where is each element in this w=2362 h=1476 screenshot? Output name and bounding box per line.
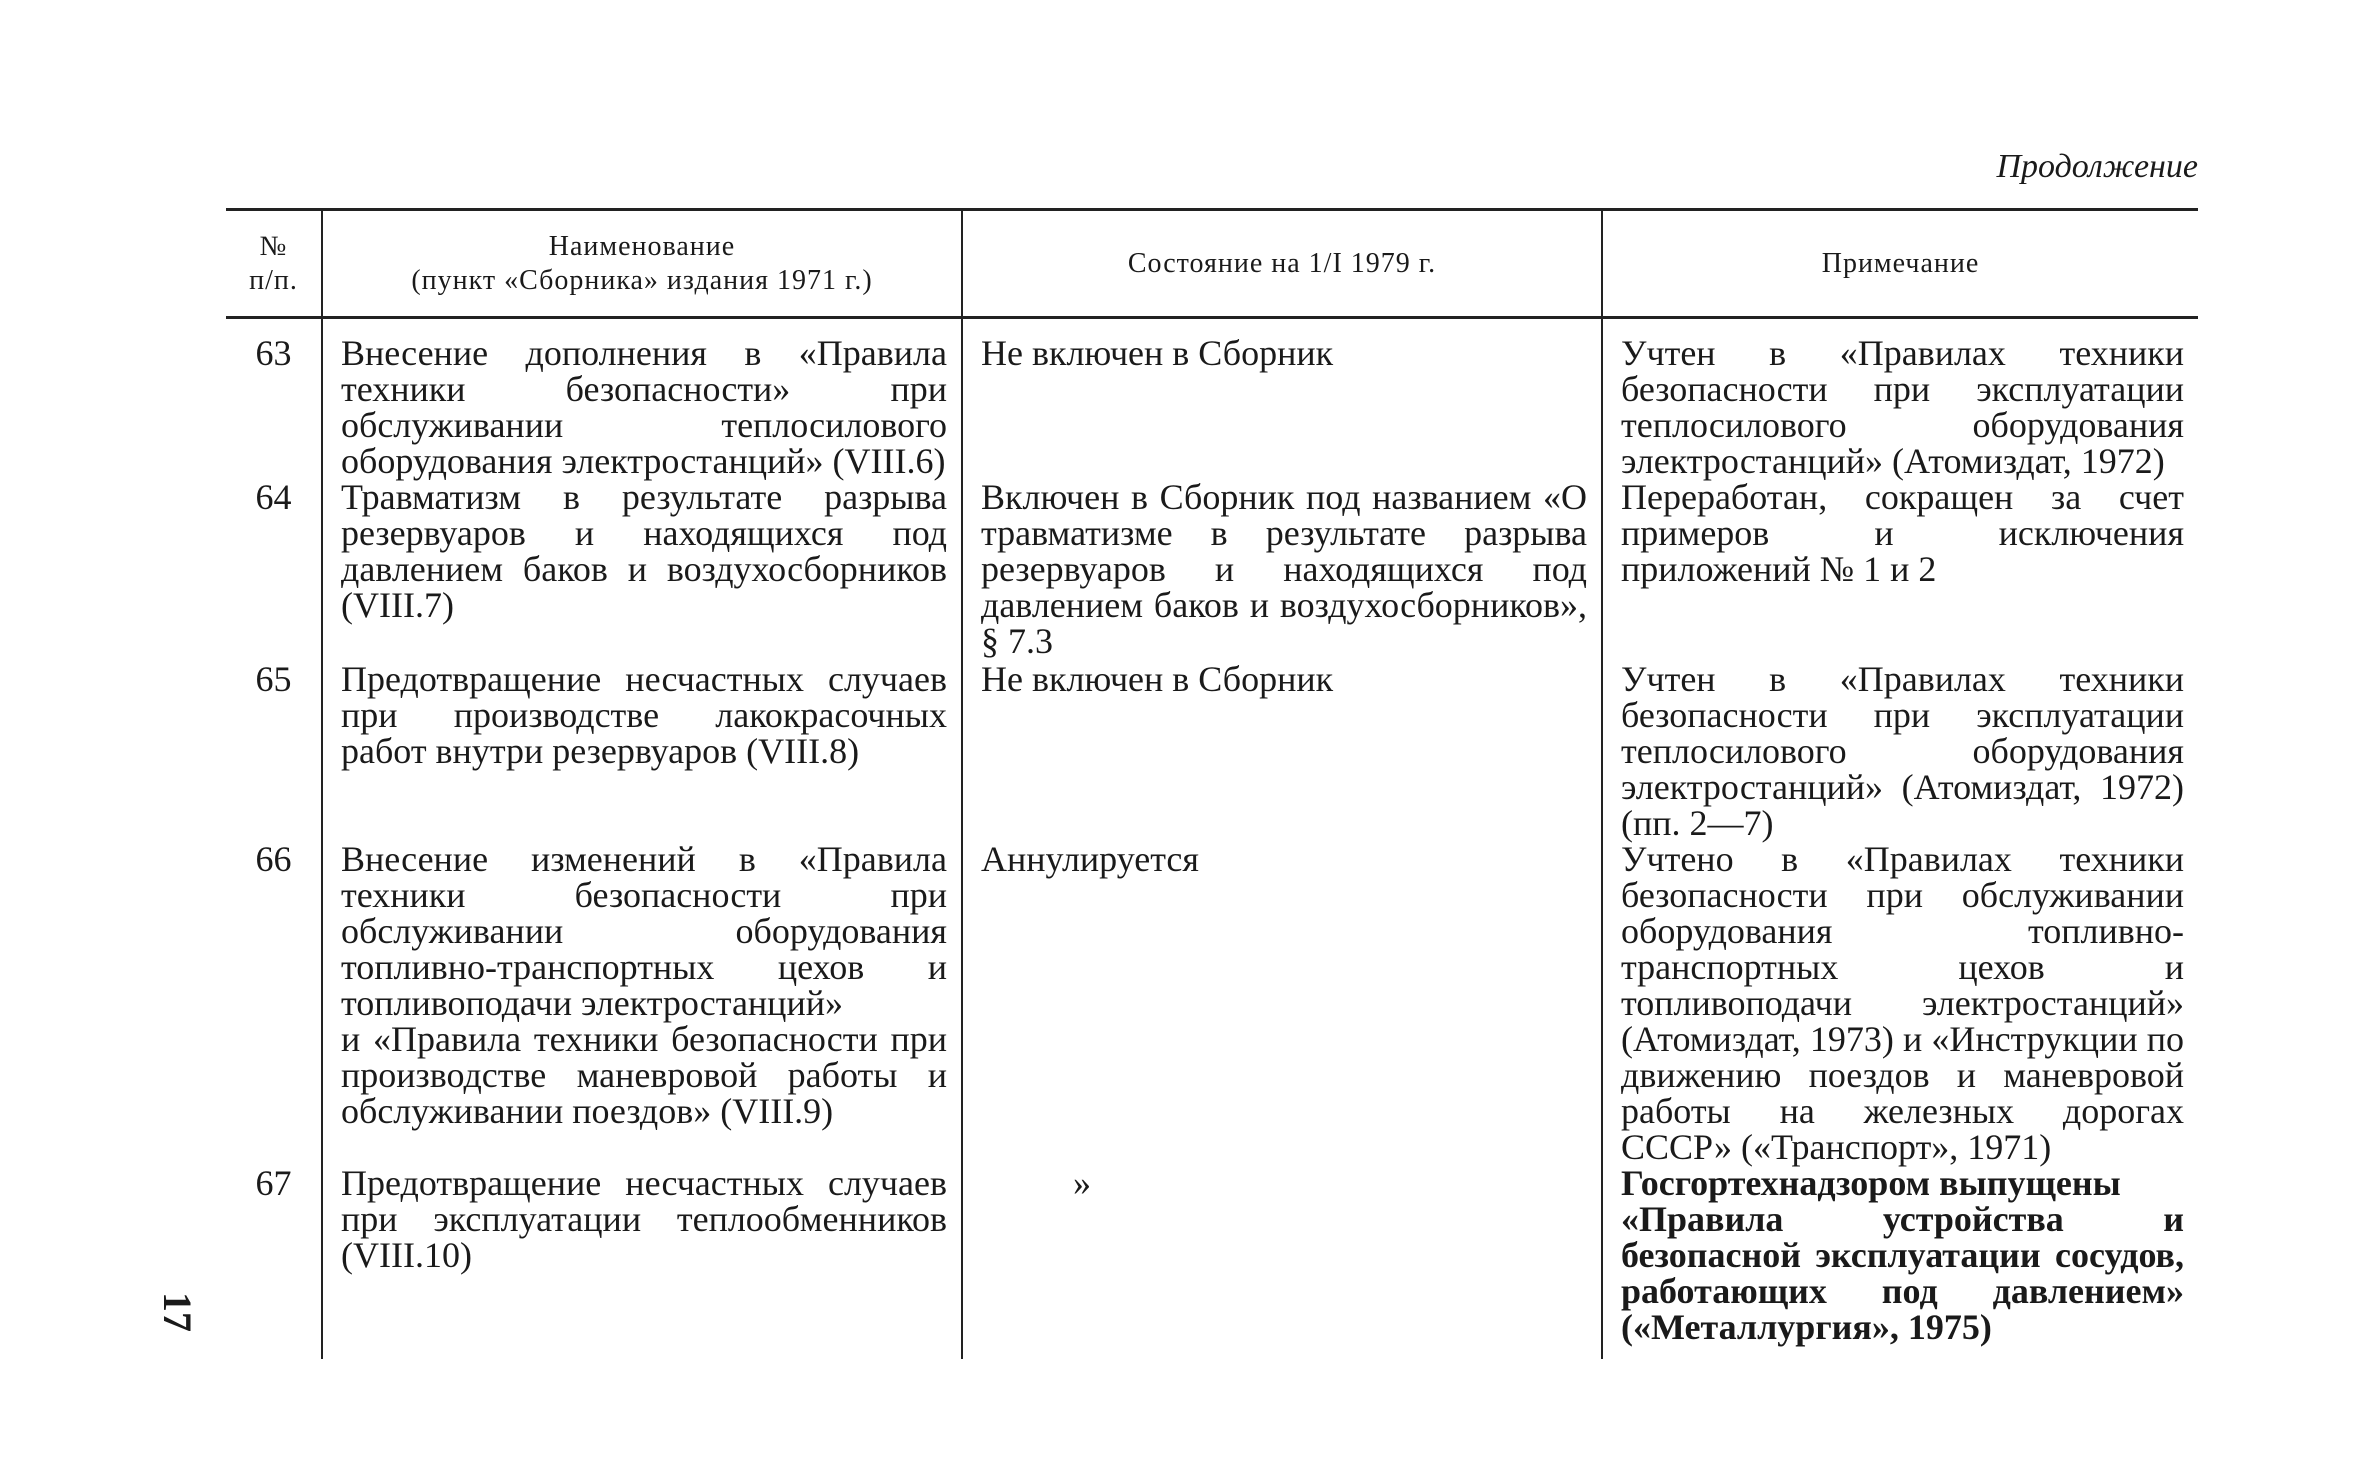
table-header-row xyxy=(226,210,2198,318)
row-status-ditto-mark: » xyxy=(962,1165,1602,1359)
row-status: Не включен в Сборник xyxy=(962,318,1602,480)
header-status: Состояние на 1/I 1979 г. xyxy=(962,210,1602,318)
row-name: Предотвращение несчастных случаев при производстве лакокрасочных работ внутри резервуаров (VIII.8) xyxy=(322,661,962,841)
page-number: 17 xyxy=(155,1292,201,1332)
row-note-intro: Госгортехнадзором выпущены xyxy=(1621,1163,2121,1203)
header-num xyxy=(226,210,322,318)
row-number: 64 xyxy=(255,477,292,517)
header-num-line-2: п/п. xyxy=(249,264,298,296)
row-name: Травматизм в результате разрыва резервуаров и находящихся под давлением баков и воздухосборников (VIII.7) xyxy=(322,479,962,661)
row-status: Аннулируется xyxy=(962,841,1602,1165)
header-name-line-2: (пункт «Сборника» издания 1971 г.) xyxy=(411,264,873,296)
row-note xyxy=(1602,1165,2198,1359)
row-note: Учтено в «Правилах техники безопасности при обслуживании оборудования топливно-транспортных цехов и топливоподачи электростанций» (Атомиздат, 1973) и «Инструкции по движению поездов и маневровой работы на железных дорогах СССР» («Транспорт», 1971) xyxy=(1602,841,2198,1165)
table-row xyxy=(226,661,2198,841)
table-row xyxy=(226,318,2198,480)
row-name: Предотвращение несчастных случаев при эксплуатации теплообменников (VIII.10) xyxy=(322,1165,962,1359)
header-note: Примечание xyxy=(1602,210,2198,318)
row-name-part-2: и «Правила техники безопасности при производстве маневровой работы и обслуживании поездов» (VIII.9) xyxy=(341,1019,947,1131)
table-row xyxy=(226,1165,2198,1359)
header-name-line-1: Наименование xyxy=(548,230,736,262)
row-number: 66 xyxy=(255,839,292,879)
header-name xyxy=(322,210,962,318)
header-num-line-1: № xyxy=(259,230,288,262)
row-note: Переработан, сокращен за счет примеров и исключения приложений № 1 и 2 xyxy=(1602,479,2198,661)
table-row xyxy=(226,841,2198,1165)
row-status: Включен в Сборник под названием «О травматизме в результате разрыва резервуаров и находящихся под давлением баков и воздухосборников», § 7.3 xyxy=(962,479,1602,661)
row-number: 63 xyxy=(255,333,292,373)
row-note-body: «Правила устройства и безопасной эксплуатации сосудов, работающих под давлением» («Металлургия», 1975) xyxy=(1621,1199,2184,1347)
row-status: Не включен в Сборник xyxy=(962,661,1602,841)
document-table xyxy=(226,208,2198,1359)
table-row xyxy=(226,479,2198,661)
row-note: Учтен в «Правилах техники безопасности при эксплуатации теплосилового оборудования электростанций» (Атомиздат, 1972) xyxy=(1602,318,2198,480)
row-number: 65 xyxy=(255,659,292,699)
row-number: 67 xyxy=(255,1163,292,1203)
row-name xyxy=(322,841,962,1165)
row-name-part-1: Внесение изменений в «Правила техники безопасности при обслуживании оборудования топливно-транспортных цехов и топливоподачи электростанций» xyxy=(341,839,947,1023)
continuation-label: Продолжение xyxy=(1996,148,2198,185)
row-note: Учтен в «Правилах техники безопасности при эксплуатации теплосилового оборудования электростанций» (Атомиздат, 1972) (пп. 2—7) xyxy=(1602,661,2198,841)
row-name: Внесение дополнения в «Правила техники безопасности» при обслуживании теплосилового оборудования электростанций» (VIII.6) xyxy=(322,318,962,480)
